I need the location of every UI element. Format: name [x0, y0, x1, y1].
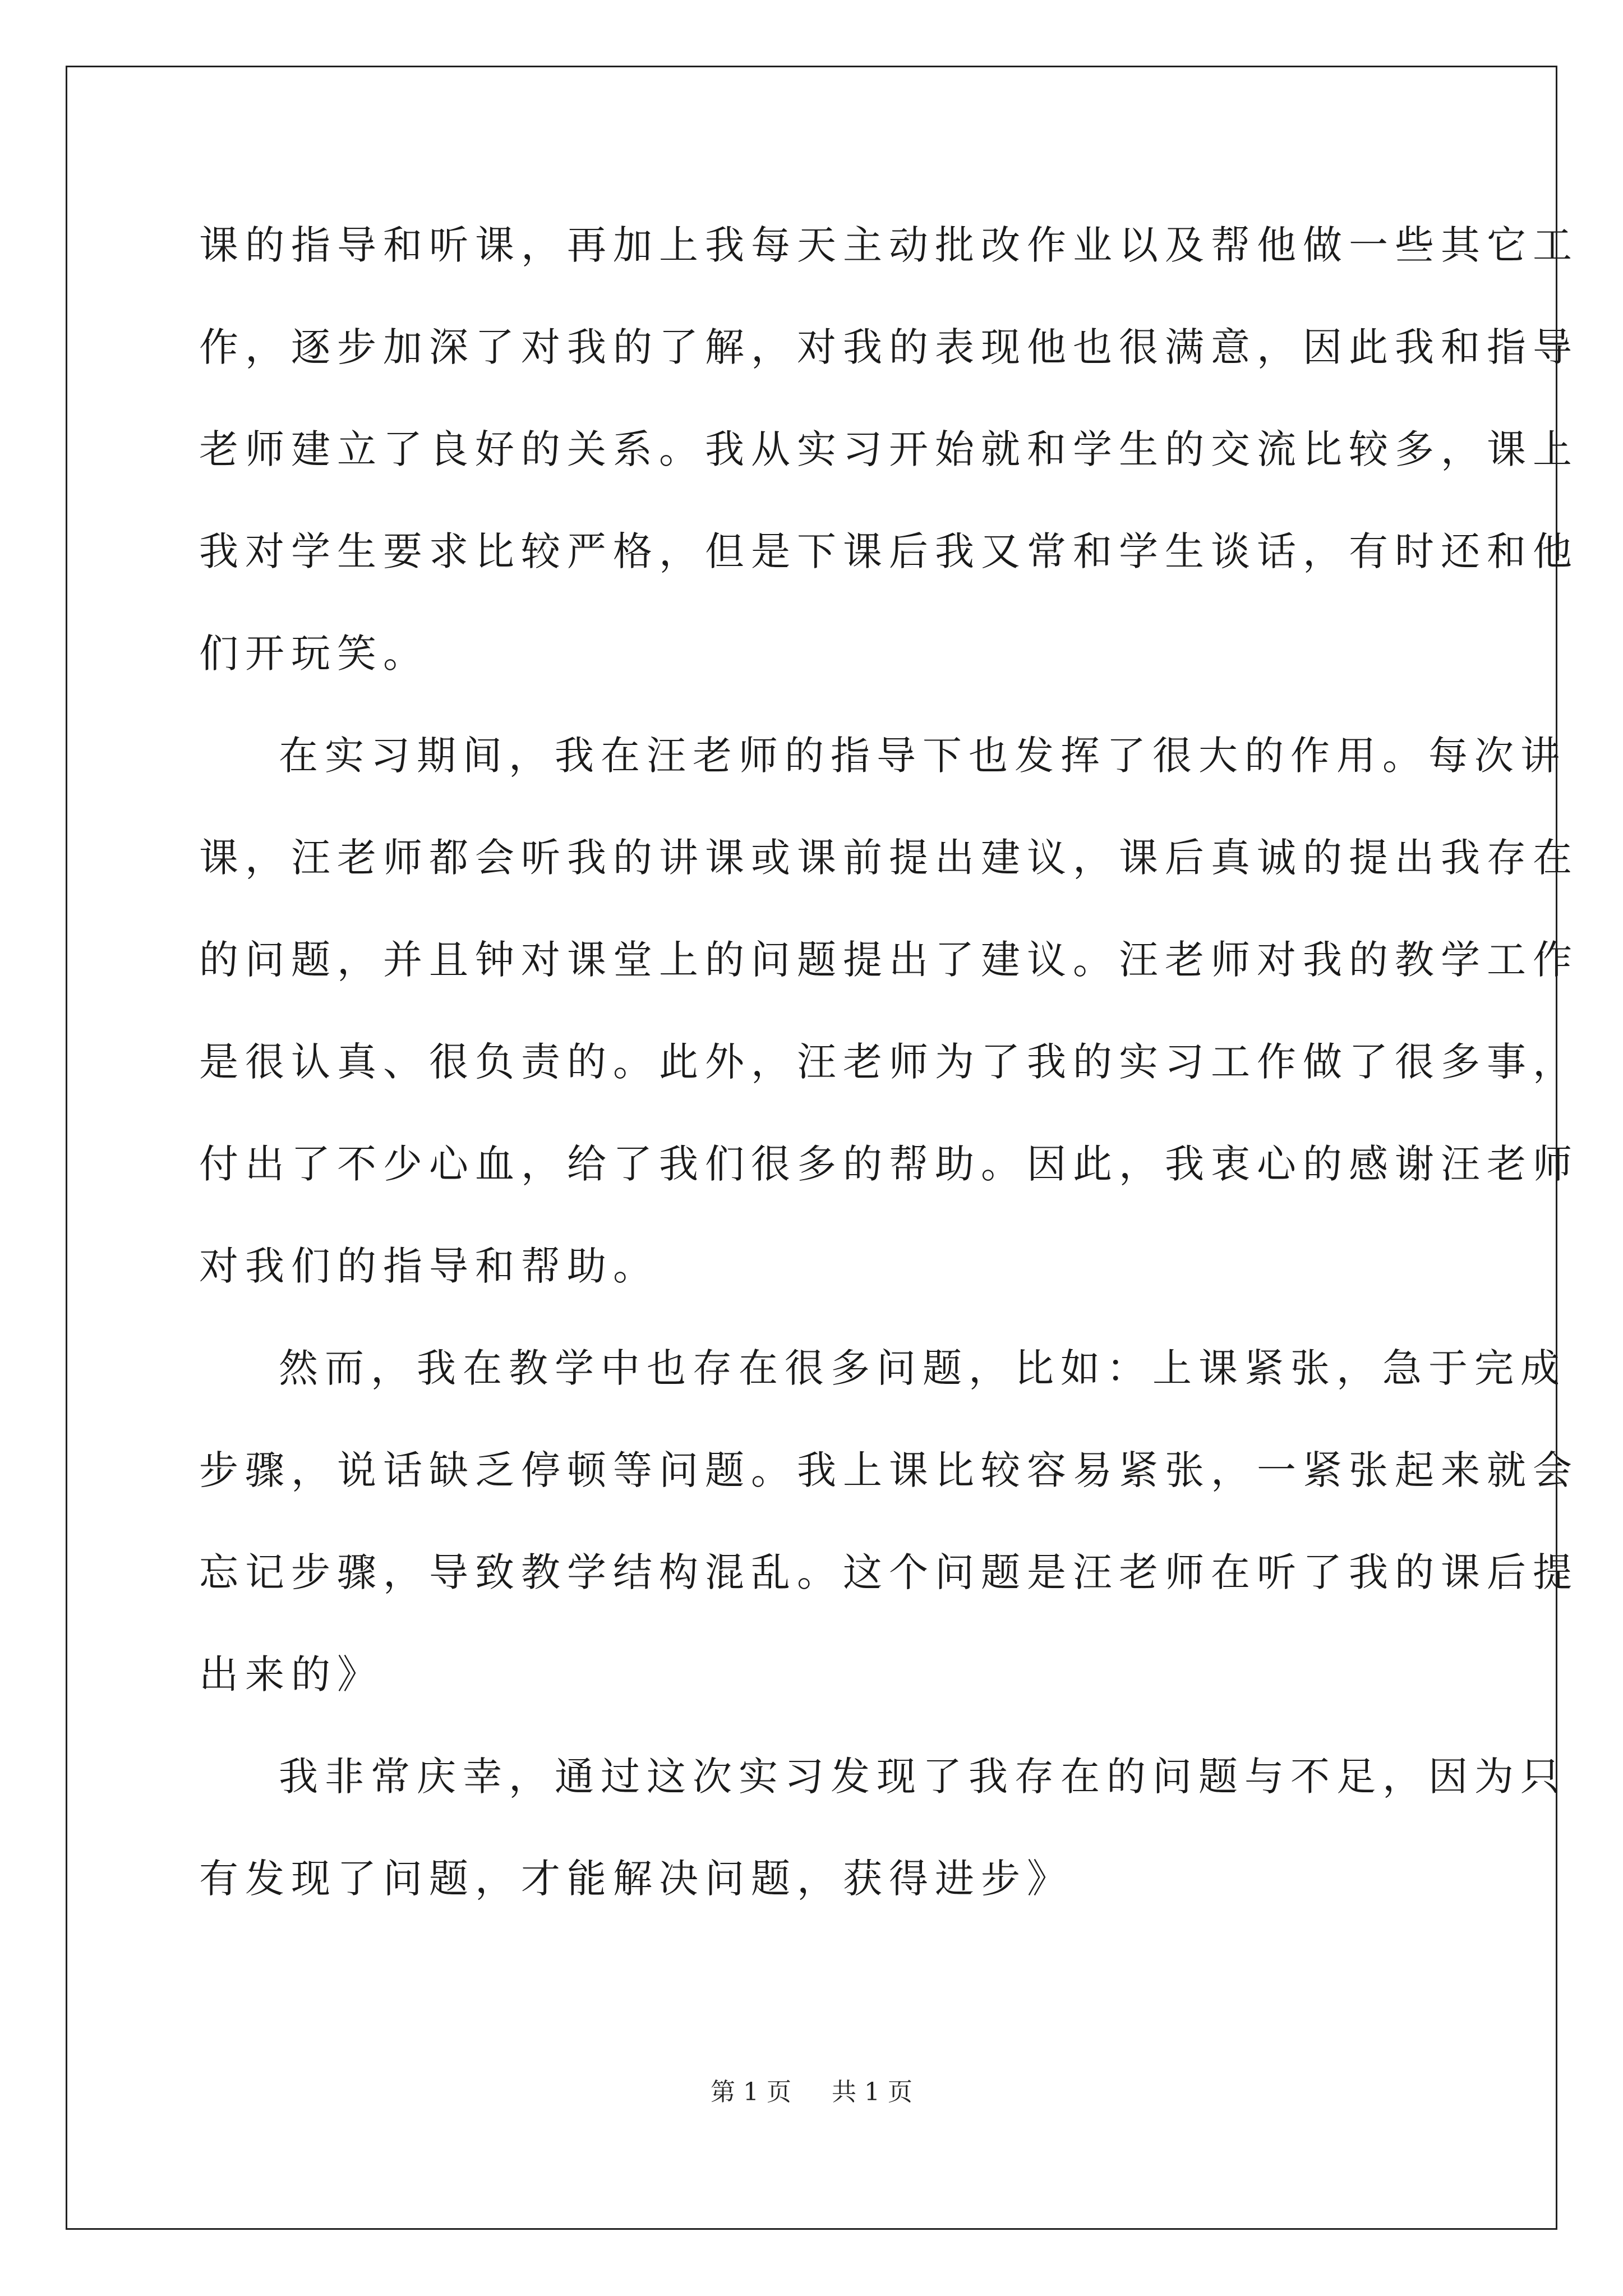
text-line: 课，汪老师都会听我的讲课或课前提出建议，课后真诚的提出我存在 — [199, 835, 1579, 881]
text-line: 我对学生要求比较严格，但是下课后我又常和学生谈话，有时还和他 — [199, 528, 1579, 574]
paragraph-2 — [199, 725, 1579, 1337]
text-line: 对我们的指导和帮助。 — [199, 1243, 659, 1289]
text-line: 在实习期间，我在汪老师的指导下也发挥了很大的作用。每次讲 — [279, 733, 1566, 779]
text-line: 是很认真、很负责的。此外，汪老师为了我的实习工作做了很多事， — [199, 1039, 1579, 1085]
page-number: 第 1 页 — [711, 2078, 791, 2106]
page-total: 共 1 页 — [832, 2078, 912, 2106]
page-footer — [0, 2076, 1623, 2109]
text-line: 我非常庆幸，通过这次实习发现了我存在的问题与不足，因为只 — [279, 1754, 1566, 1800]
text-line: 课的指导和听课，再加上我每天主动批改作业以及帮他做一些其它工 — [199, 222, 1579, 268]
paragraph-1 — [199, 214, 1579, 725]
document-body — [199, 214, 1579, 1950]
text-line: 们开玩笑。 — [199, 631, 429, 677]
text-line: 作，逐步加深了对我的了解，对我的表现他也很满意，因此我和指导 — [199, 324, 1579, 370]
text-line: 忘记步骤，导致教学结构混乱。这个问题是汪老师在听了我的课后提 — [199, 1549, 1579, 1595]
paragraph-4 — [199, 1746, 1566, 1950]
text-line: 出来的》 — [199, 1651, 383, 1697]
text-line: 老师建立了良好的关系。我从实习开始就和学生的交流比较多，课上 — [199, 426, 1579, 472]
text-line: 然而，我在教学中也存在很多问题，比如：上课紧张，急于完成 — [279, 1345, 1566, 1391]
text-line: 有发现了问题，才能解决问题，获得进步》 — [199, 1856, 1073, 1902]
text-line: 付出了不少心血，给了我们很多的帮助。因此，我衷心的感谢汪老师 — [199, 1141, 1579, 1187]
text-line: 的问题，并且钟对课堂上的问题提出了建议。汪老师对我的教学工作 — [199, 937, 1579, 983]
paragraph-3 — [199, 1337, 1579, 1746]
text-line: 步骤，说话缺乏停顿等问题。我上课比较容易紧张，一紧张起来就会 — [199, 1447, 1579, 1493]
